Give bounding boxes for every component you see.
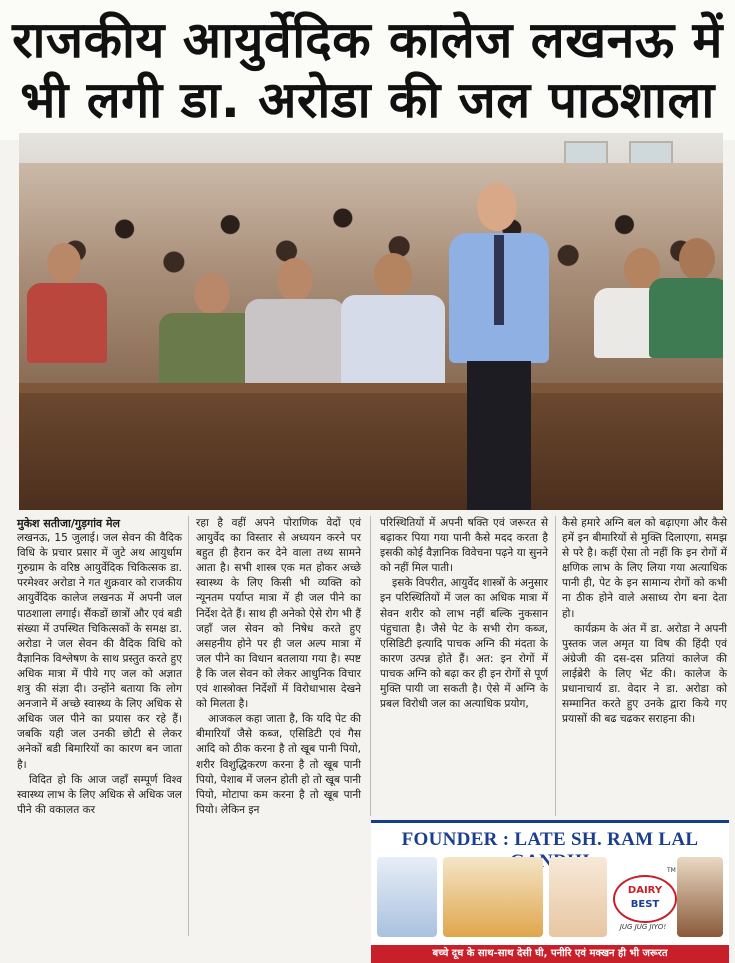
photo-person: [47, 243, 81, 283]
article-column-4: [562, 516, 727, 727]
ad-footer: [371, 945, 729, 963]
article-column-3: [380, 516, 548, 712]
photo-desk: [19, 383, 723, 510]
headline-block: [0, 0, 735, 140]
paragraph: आजकल कहा जाता है, कि यदि पेट की बीमारियाँ जैसे कब्ज, एसिडिटी एवं गैस आदि को ठीक करना है तो खूब पानी पियो, शरीर विशुद्धिकरण करना है तो खूब पानी पियो, पेशाब में जलन होती हो तो खूब पानी पियो, मोटापा कम करना है तो खूब पानी पियो। लेकिन इन: [196, 713, 361, 816]
speaker-pants: [467, 361, 531, 510]
photo-speaker: [439, 173, 559, 510]
photo-person: [277, 258, 313, 302]
ad-truck-image: [377, 857, 437, 937]
ad-products-image: [443, 857, 543, 937]
paragraph: लखनऊ, 15 जुलाई। जल सेवन की वैदिक विधि के प्रचार प्रसार में जुटे अथ आयुर्धाम गुरुग्राम के वरिष्ठ आयुर्वेदिक चिकित्सक डा. परमेश्वर अरोडा ने गत शुक्रवार को राजकीय आयुर्वेदिक कालेज लखनऊ में अपनी जल पाठशाला लगाई। सैंकडों छात्रों और एवं बडी संख्या में उपस्थित चिकित्सकों के समक्ष डा. अरोडा ने जल सेवन की वैदिक विधि को वैज्ञानिक विश्लेषण के साथ प्रस्तुत करते हुए अधिक मात्रा में पीये गए जल को अज्ञात शत्रु की संज्ञा दी। उन्होंने बताया कि लोग अनजाने में अच्छे स्वास्थ्य के लिए अधिक से अधिक जल पीने का प्रयास कर रहे हैं। जबकि यही जल उनकी छोटी से लेकर अनेकों बडी बिमारियों का कारण बन जाता है।: [17, 532, 182, 771]
photo-person: [374, 253, 412, 297]
speaker-tie: [494, 235, 504, 325]
logo-line-1: DAIRY: [627, 885, 663, 896]
ad-cow-image: [677, 857, 723, 937]
photo-person: [679, 238, 715, 280]
article-column-1: [17, 516, 182, 818]
ad-product-row: [377, 857, 723, 939]
column-divider: [555, 516, 556, 816]
trademark-mark: TM: [667, 867, 676, 874]
headline-line-2: भी लगी डा. अरोडा की जल पाठशाला: [20, 71, 715, 129]
logo-line-2: BEST: [630, 899, 660, 910]
ad-child-image: [549, 857, 607, 937]
article-column-2: [196, 516, 361, 818]
column-divider: [370, 516, 371, 816]
paragraph: विदित हो कि आज जहाँ सम्पूर्ण विश्व स्वास्थ्य लाभ के लिए अधिक से अधिक जल पीने की वकालत कर: [17, 773, 182, 816]
column-divider: [188, 516, 189, 936]
paragraph: परिस्थितियों में अपनी षक्ति एवं जरूरत से बढ़ाकर पिया गया पानी कैसे मदद करता है इसकी कोई वैज्ञानिक विवेचना पढ़ने या सुनने को नहीं मिल पाती।: [380, 517, 548, 575]
photo-person: [341, 295, 445, 387]
paragraph: रहा है वहीं अपने पोराणिक वेदों एवं आयुर्वेद का विस्तार से अध्ययन करने पर बहुत ही हैरान कर देने वाला तथ्य सामने आता है। सभी शास्त्र एक मत होकर अच्छे स्वास्थ्य के लिए किसी भी व्यक्ति को न्यूनतम पर्याप्त मात्रा में ही जल पीने का निर्देश देते हैं। साथ ही अनेको ऐसे रोग भी हैं जहाँ जल सेवन को निषेध करते हुए असहनीय होने पर ही जल अल्प मात्रा में जल पीने का विधान बतलाया गया है। स्पष्ट है कि जल सेवन को लेकर आधुनिक विचार एवं शास्त्रोक्त निर्देशों में विरोधाभास देखने को मिलता है।: [196, 517, 361, 711]
dairy-best-logo: [613, 875, 677, 923]
ad-footer-text: बच्चे दूध के साथ-साथ देसी घी, पनीरि एवं मक्खन ही भी जरूरत: [432, 948, 668, 959]
photo-person: [27, 283, 107, 363]
advertisement[interactable]: [371, 820, 729, 963]
ad-title: FOUNDER : LATE SH. RAM LAL: [401, 829, 699, 850]
speaker-head: [477, 183, 517, 231]
photo-person: [159, 313, 259, 393]
photo-person: [245, 299, 345, 389]
paragraph: कैसे हमारे अग्नि बल को बढ़ाएगा और कैसे हमें इन बीमारियों से मुक्ति दिलाएगा, समझ से परे है। कहीं ऐसा तो नहीं कि इन रोगों में क्षणिक लाभ के लिए लिया गया अत्याधिक पानी ही, पेट के इन सामान्य रोगों को कभी ना ठीक होने वाले असाध्य रोग बना देता हो।: [562, 517, 727, 620]
ad-tagline: JUG JUG JIYO!: [619, 923, 667, 931]
headline-line-1: राजकीय आयुर्वेदिक कालेज लखनऊ में: [12, 11, 723, 69]
photo-person: [649, 278, 723, 358]
photo-person: [194, 273, 230, 315]
byline: मुकेश सतीजा/गुड़गांव मेल: [17, 517, 121, 530]
paragraph: कार्यक्रम के अंत में डा. अरोडा ने अपनी पुस्तक जल अमृत या विष की हिंदी एवं अंग्रेजी की दस-दस प्रतियां कालेज की लाईब्रेरी के लिए भेंट की। कालेज के प्रधानाचार्य डा. वेदार ने डा. अरोडा को सम्मानित करते हुए उनके द्वारा किये गए प्रयासों की बढ चढकर सराहना की।: [562, 622, 727, 726]
news-photo: [19, 133, 723, 510]
paragraph: इसके विपरीत, आयुर्वेद शास्त्रों के अनुसार इन परिस्थितियों में जल का अधिक मात्रा में सेवन शरीर को लाभ नहीं बल्कि नुकसान पंहुचाता है। जैसे पेट के सभी रोग कब्ज, एसिडिटी इत्यादि पाचक अग्नि की मंदता के कारण उत्पन्न होते हैं। अत: इन रोगों में पाचक अग्नि को बढ़ा कर ही इन रोगों से पूर्ण मुक्ति पायी जा सकती है। ऐसे में अग्नि के प्रबल विरोधी जल का अत्याधिक प्रयोग,: [380, 577, 548, 711]
